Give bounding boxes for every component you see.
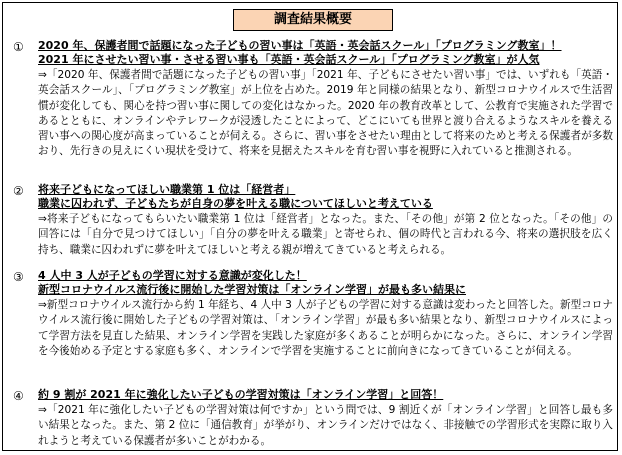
- section-body: ⇒新型コロナウイルス流行から約 1 年経ち、4 人中 3 人が子どもの学習に対する意識は変わったと回答した。新型コロナウイルス流行後に開始した子どもの学習対策は、「オンライン学習」が最も多い結果となり、新型コロナウイルスによって学習方法を見直した結果、オンライン学習を実践した家庭が多くあることが明らかになった。さらに、オンライン学習を今後始める予定とする家庭も多く、オンラインで学習を実施することに前向きになってきていることが伺える。: [38, 299, 613, 357]
- section-number: ②: [13, 184, 24, 198]
- section-number: ①: [13, 40, 24, 54]
- heading-line-2: 2021 年にさせたい習い事・させる習い事も「英語・英会話スクール」「プログラミング教室」が人気: [38, 53, 540, 66]
- heading-line-1: 約 9 割が 2021 年に強化したい子どもの学習対策は「オンライン学習」と回答！: [38, 388, 444, 401]
- heading-line-2: 新型コロナウイルス流行後に開始した学習対策は「オンライン学習」が最も多い結果に: [38, 283, 467, 296]
- section-number: ③: [13, 270, 24, 284]
- section-body: ⇒将来子どもになってもらいたい職業第 1 位は「経営者」となった。また、「その他」が第 2 位となった。「その他」の回答には「自分で見つけてほしい」「自分の夢を叶える職業」と寄せられ、個の時代と言われる今、将来の選択肢を広く持ち、職業に囚われずに夢を叶えてほしいと考える親が増えてきていると考えられる。: [38, 213, 613, 256]
- section-heading: [38, 269, 613, 297]
- section-body: ⇒「2020 年、保護者間で話題になった子どもの習い事」「2021 年、子どもにさせたい習い事」では、いずれも「英語・英会話スクール」、「プログラミング教室」が上位を占めた。2019 年と同様の結果となり、新型コロナウイルスで生活習慣が変化しても、関心を持つ習い事に関しての変化はなかった。2020 年の教育改革として、公教育で実施された学習であるとともに、オンラインやテレワークが浸透したことによって、どこにいても世界と渡り合えるようなスキルを養える習い事への関心度が高まっていることが伺える。さらに、習い事をさせたい理由として将来のためと考える保護者が多数おり、先行きの見えにくい現状を受けて、将来を見据えたスキルを育む習い事を視野に入れていると推測される。: [38, 69, 613, 158]
- section-number: ④: [13, 389, 24, 403]
- summary-title: 調査結果概要: [233, 9, 393, 31]
- section-body: ⇒「2021 年に強化したい子どもの学習対策は何ですか」という問では、9 割近くが「オンライン学習」と回答し最も多い結果となった。また、第 2 位に「通信教育」が挙がり、オンラインだけではなく、非接触での学習形式を実際に取り入れようと考えている保護者が多いことがわかる。: [38, 404, 613, 447]
- section-heading: [38, 183, 613, 211]
- section-heading: [38, 388, 613, 402]
- heading-line-1: 2020 年、保護者間で話題になった子どもの習い事は「英語・英会話スクール」「プログラミング教室」！: [38, 39, 562, 52]
- heading-line-1: 将来子どもになってほしい職業第 1 位は「経営者」: [38, 183, 296, 196]
- heading-line-1: 4 人中 3 人が子どもの学習に対する意識が変化した！: [38, 269, 307, 282]
- heading-line-2: 職業に囚われず、子どもたちが自身の夢を叶える職についてほしいと考えている: [38, 197, 433, 210]
- summary-frame: [2, 2, 618, 451]
- section-heading: [38, 39, 613, 67]
